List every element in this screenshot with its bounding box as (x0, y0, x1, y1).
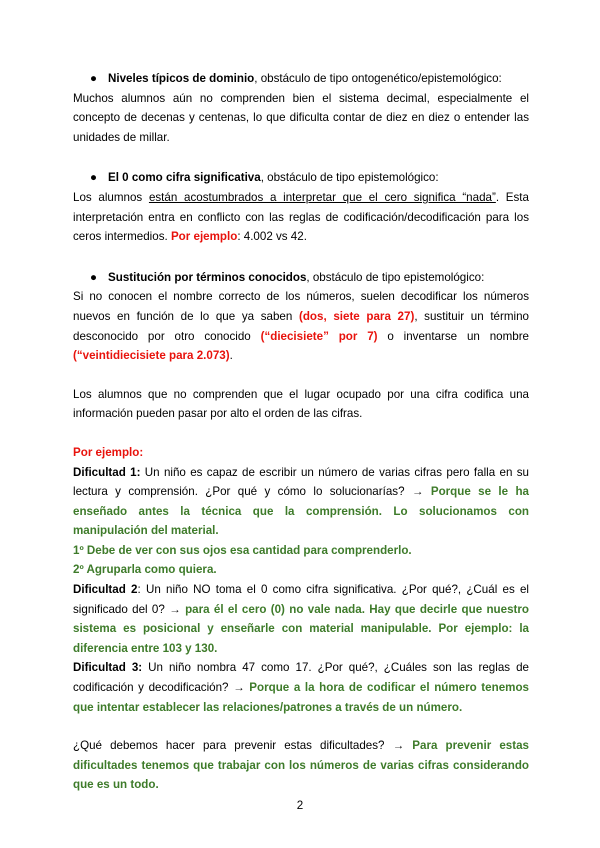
underlined-text: están acostumbrados a interpretar que el cero significa “nada” (148, 190, 496, 204)
paragraph-orden-cifras: Los alumnos que no comprenden que el lugar ocupado por una cifra codifica una información pueden pasar por alto el orden de las cifras. (73, 387, 529, 421)
difficulty-1 (73, 463, 529, 541)
paragraph-cero (73, 188, 529, 247)
bullet-title: Niveles típicos de dominio (108, 72, 255, 85)
text-run: Si no conocen el nombre correcto de los números, suelen decodificar los números nuevos en función de lo que ya saben (73, 290, 529, 323)
bullet-title: Sustitución por términos conocidos (108, 270, 307, 284)
text-run: . Esta interpretación entra en conflicto con las reglas de codificación/decodificación para los ceros intermedios. (73, 190, 529, 244)
text-run: Un niño nombra 47 como 17. ¿Por qué?, ¿Cuáles son las reglas de codificación y decodificación? → (73, 661, 529, 695)
bullet-title: El 0 como cifra significativa (108, 171, 261, 185)
bullet-subtitle: , obstáculo de tipo epistemológico: (306, 270, 485, 284)
paragraph-sustitucion (73, 287, 529, 365)
text-run: , sustituir un término desconocido por otro conocido (73, 309, 529, 343)
difficulty-3 (73, 658, 529, 717)
answer-green: para él el cero (0) no vale nada. Hay que decirle que nuestro sistema es posicional y enseñarle con material manipulable. Por ejemplo: la diferencia entre 103 y 130. (73, 602, 529, 655)
bullet-subtitle: , obstáculo de tipo epistemológico: (260, 171, 439, 185)
page-content (73, 69, 529, 795)
bullet-icon: ● (90, 72, 98, 85)
highlight-red: (“diecisiete” por 7) (260, 329, 378, 343)
answer-green: Porque se le ha enseñado antes la técnica que la comprensión. Lo solucionamos con manipulación del material. (73, 485, 529, 538)
bullet-subtitle: , obstáculo de tipo ontogenético/epistemológico: (254, 72, 502, 85)
examples-heading: Por ejemplo: (73, 445, 144, 459)
bullet-heading-niveles (73, 69, 529, 89)
example-label: Por ejemplo (170, 230, 238, 244)
highlight-red: (dos, siete para 27) (298, 309, 415, 323)
text-run: Los alumnos (73, 190, 149, 204)
answer-green: Porque a la hora de codificar el número tenemos que intentar establecer las relaciones/patrones a través de un número. (73, 681, 529, 714)
text-run: : 4.002 vs 42. (237, 230, 307, 244)
difficulty-label: Dificultad 1: (73, 465, 141, 479)
difficulty-label: Dificultad 3: (73, 661, 143, 675)
answer-green: Para prevenir estas dificultades tenemos que trabajar con los números de varias cifras considerando que es un todo. (73, 739, 529, 792)
bullet-icon: ● (90, 171, 98, 185)
final-question (73, 736, 529, 795)
text-run: o inventarse un nombre (377, 329, 529, 343)
text-run: Un niño es capaz de escribir un número de varias cifras pero falla en su lectura y comprensión. ¿Por qué y cómo lo solucionarías? → (73, 465, 529, 499)
difficulty-1-step-1: 1º Debe de ver con sus ojos esa cantidad para comprenderlo. (73, 543, 412, 557)
difficulty-label: Dificultad 2 (73, 583, 138, 597)
text-run: : Un niño NO toma el 0 como cifra significativa. ¿Por qué?, ¿Cuál es el significado del 0? → (73, 583, 529, 616)
bullet-icon: ● (90, 270, 98, 284)
question-text: ¿Qué debemos hacer para prevenir estas dificultades? → (73, 739, 413, 753)
difficulty-2 (73, 580, 529, 658)
page-number: 2 (296, 799, 304, 812)
paragraph-niveles: Muchos alumnos aún no comprenden bien el sistema decimal, especialmente el concepto de decenas y centenas, lo que dificulta contar de diez en diez o entender las unidades de millar. (73, 91, 529, 144)
bullet-heading-cero (73, 168, 529, 188)
difficulty-1-step-2: 2º Agruparla como quiera. (73, 563, 217, 577)
bullet-heading-sustitucion (73, 268, 529, 288)
text-run: . (229, 349, 233, 363)
highlight-red: (“veintidiecisiete para 2.073) (73, 349, 230, 363)
